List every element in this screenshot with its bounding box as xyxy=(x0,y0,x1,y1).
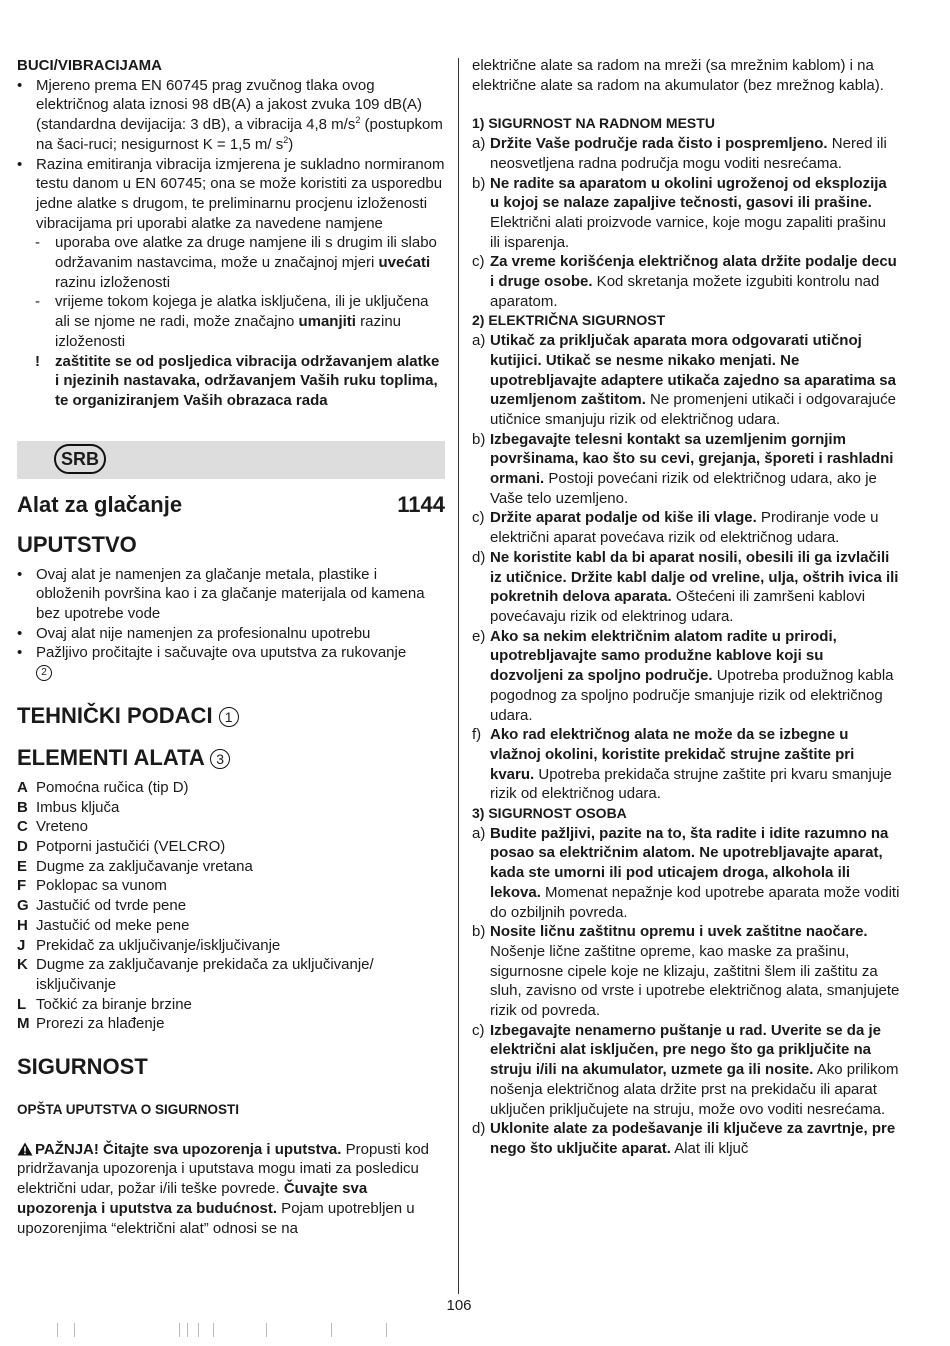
safety-item xyxy=(472,252,900,311)
safety-item-text: Momenat nepažnje kod upotrebe aparata može voditi do ozbiljnih povreda. xyxy=(490,883,900,921)
safety-item-letter: a) xyxy=(472,332,486,350)
element-item xyxy=(17,857,445,877)
element-text: Poklopac sa vunom xyxy=(36,877,167,895)
element-letter: L xyxy=(17,995,27,1013)
electrical-safety-list xyxy=(472,331,900,804)
element-item xyxy=(17,936,445,956)
safety-item-text: Alat ili ključ xyxy=(670,1139,749,1157)
uputstvo-bullet-2: • Ovaj alat nije namenjen za profesionalnu upotrebu xyxy=(17,624,445,644)
safety-item xyxy=(472,1021,900,1120)
element-text: Točkić za biranje brzine xyxy=(36,995,192,1013)
safety-item-text: Prodiranje vode u električni aparat povećava rizik od električnog udara. xyxy=(490,509,879,547)
figure-ref-2: 2 xyxy=(36,665,52,681)
safety-item-text: Kod skretanja možete izgubiti kontrolu nad aparatom. xyxy=(490,273,880,310)
element-item xyxy=(17,955,445,994)
language-bar xyxy=(17,441,445,479)
safety-item xyxy=(472,430,900,509)
safety-item-bold: Uklonite alate za podešavanje ili ključeve za zavrtnje, pre nego što uključite aparat. xyxy=(490,1120,896,1157)
noise-heading: BUCI/VIBRACIJAMA xyxy=(17,57,163,74)
element-letter: K xyxy=(17,956,28,974)
safety-item-text: Električni alati proizvode varnice, koje mogu zapaliti prašinu ili isparenja. xyxy=(490,213,887,251)
uputstvo-bullet-3: • Pažljivo pročitajte i sačuvajte ova uputstva za rukovanje 2 xyxy=(17,643,445,682)
safety-item xyxy=(472,548,900,627)
element-letter: H xyxy=(17,916,28,934)
element-text: Dugme za zaključavanje vretana xyxy=(36,857,253,875)
element-text: Imbus ključa xyxy=(36,798,120,816)
safety-item-bold: Izbegavajte telesni kontakt sa uzemljenim gornjim površinama, kao što su cevi, grejanja, šporeti i rashladni ormani. xyxy=(490,430,894,488)
element-letter: G xyxy=(17,897,29,915)
noise-bullet-1: • Mjereno prema EN 60745 prag zvučnog tlaka ovog električnog alata iznosi 98 dB(A) a jakost zvuka 109 dB(A) (standardna devijacija: 3 dB), a vibracija 4,8 $m/s^2$ (postupkom na šaci-ruci; nesigurnost K = 1,5 m/ $s^2$) xyxy=(17,76,445,155)
element-letter: M xyxy=(17,1015,30,1033)
safety-item-letter: c) xyxy=(472,253,485,271)
element-letter: B xyxy=(17,798,28,816)
element-text: Prekidač za uključivanje/isključivanje xyxy=(36,936,281,954)
intro-text: električne alate sa radom na mreži (sa mrežnim kablom) i na električne alate sa radom na akumulator (bez mrežnog kabla). xyxy=(472,57,884,94)
noise-list xyxy=(17,76,445,234)
safety-item-letter: e) xyxy=(472,627,486,645)
element-item xyxy=(17,778,445,798)
warning-triangle-icon xyxy=(17,1142,33,1156)
element-letter: A xyxy=(17,778,28,796)
safety-item-letter: b) xyxy=(472,430,486,448)
safety-item xyxy=(472,1119,900,1158)
dash-item-1: - uporaba ove alatke za druge namjene ili s drugim ili slabo održavanim nastavcima, može u značajnoj mjeri uvećati razinu izloženosti xyxy=(35,234,437,291)
element-item xyxy=(17,876,445,896)
element-item xyxy=(17,896,445,916)
safety-item-bold: Ako rad električnog alata ne može da se izbegne u vlažnoj okolini, koristite prekidač strujne zaštite pri kvaru. xyxy=(490,726,855,783)
element-text: Dugme za zaključavanje prekidača za uključivanje/ isključivanje xyxy=(36,956,374,993)
vibration-dash-list xyxy=(17,233,445,410)
safety-item xyxy=(472,331,900,430)
safety-item-letter: a) xyxy=(472,824,486,842)
language-badge: SRB xyxy=(54,444,106,474)
element-text: Jastučić od tvrde pene xyxy=(36,897,187,915)
footer-mark xyxy=(198,1323,199,1337)
safety-item-bold: Izbegavajte nenamerno puštanje u rad. Uverite se da je električni alat isključen, pre nego što ga priključite na struju i/ili na akumulator, uzmete ga ili nosite. xyxy=(490,1021,881,1079)
work-area-heading: 1) SIGURNOST NA RADNOM MESTU xyxy=(472,115,715,132)
general-safety-heading: OPŠTA UPUTSTVA O SIGURNOSTI xyxy=(17,1102,240,1118)
column-divider xyxy=(458,58,459,1294)
safety-item-letter: a) xyxy=(472,135,486,153)
safety-item-bold: Držite Vaše područje rada čisto i pospremljeno. xyxy=(490,135,828,153)
safety-item xyxy=(472,134,900,173)
noise-bullet-2: • Razina emitiranja vibracija izmjerena je sukladno normiranom testu danom u EN 60745; ona se može koristiti za usporedbu jedne alatke s drugom, te preliminarnu procjenu izloženosti vibracijama pri uporabi alatke za navedene namjene xyxy=(17,155,445,234)
element-item xyxy=(17,995,445,1015)
safety-item-text: Upotreba prekidača strujne zaštite pri kvaru smanjuje rizik od električnog udara. xyxy=(490,765,892,803)
safety-item-letter: d) xyxy=(472,1120,486,1138)
safety-item-letter: c) xyxy=(472,1021,485,1039)
page-number: 106 xyxy=(446,1297,472,1314)
safety-item xyxy=(472,922,900,1021)
warning-paragraph: PAŽNJA! Čitajte sva upozorenja i uputstva. Propusti kod pridržavanja upozorenja i uputstava mogu imati za posledicu električni udar, požar i/ili teške povrede. Čuvajte sva upozorenja i uputstva za budućnost. Pojam upotrebljen u upozorenjima “električni alat” odnosi se na xyxy=(17,1140,429,1237)
footer-mark xyxy=(213,1323,214,1337)
safety-item-bold: Ne radite sa aparatom u okolini ugroženoj od eksplozija u kojoj se nalaze zapaljive tečnosti, gasovi ili prašine. xyxy=(490,174,887,212)
safety-item-letter: b) xyxy=(472,174,486,192)
uputstvo-list xyxy=(17,565,445,683)
footer-mark xyxy=(386,1323,387,1337)
safety-item-bold: Budite pažljivi, pazite na to, šta radite i idite razumno na posao sa električnim alatom. Ne upotrebljavajte aparat, kada ste umorni ili pod uticajem droga, alkohola ili lekova. xyxy=(490,824,889,901)
element-letter: C xyxy=(17,818,28,836)
element-item xyxy=(17,1014,445,1034)
electrical-safety-heading: 2) ELEKTRIČNA SIGURNOST xyxy=(472,312,666,329)
product-title-row xyxy=(17,492,445,518)
footer-mark xyxy=(57,1323,58,1337)
elements-list xyxy=(17,778,445,1034)
footer-mark xyxy=(187,1323,188,1337)
safety-item-text: Nošenje lične zaštitne opreme, kao maske za prašinu, sigurnosne cipele koje ne klizaju, zaštitni šlem ili zaštitu za sluh, zavisno od vrste i upotrebe električnog alata, smanjujete rizik od povreda. xyxy=(490,942,900,1020)
footer-mark xyxy=(179,1323,180,1337)
safety-item-bold: Za vreme korišćenja električnog alata držite podalje decu i druge osobe. xyxy=(490,253,897,291)
safety-item xyxy=(472,824,900,923)
safety-item-text: Oštećeni ili zamršeni kablovi povećavaju rizik od elektrinog udara. xyxy=(490,588,866,625)
safety-item-text: Nered ili neosvetljena radna područja mogu voditi nesrećama. xyxy=(490,135,887,172)
personal-safety-list xyxy=(472,824,900,1159)
left-column xyxy=(17,56,445,1238)
product-title: Alat za glačanje xyxy=(17,491,183,517)
element-letter: D xyxy=(17,837,28,855)
element-letter: J xyxy=(17,936,26,954)
footer-mark xyxy=(266,1323,267,1337)
element-text: Pomoćna ručica (tip D) xyxy=(36,778,189,796)
tech-data-heading: TEHNIČKI PODACI 1 xyxy=(17,703,445,729)
exclamation-item: ! zaštitite se od posljedica vibracija održavanjem alatke i njezinih nastavaka, održavanjem Vaših ruku toplima, te organiziranjem Vaših obrazaca rada xyxy=(35,352,440,409)
element-letter: F xyxy=(17,877,27,895)
element-item xyxy=(17,837,445,857)
safety-item xyxy=(472,174,900,253)
element-text: Vreteno xyxy=(36,818,88,836)
safety-item xyxy=(472,725,900,804)
figure-ref-3: 3 xyxy=(210,749,230,769)
safety-item-text: Postoji povećani rizik od električnog udara, ako je Vaše telo uzemljeno. xyxy=(490,470,877,507)
safety-item-text: Ne promenjeni utikači i odgovarajuće utičnice smanjuju rizik od električnog udara. xyxy=(490,391,896,428)
footer-mark xyxy=(331,1323,332,1337)
element-letter: E xyxy=(17,857,28,875)
safety-item-letter: f) xyxy=(472,726,482,744)
safety-item-bold: Nosite ličnu zaštitnu opremu i uvek zaštitne naočare. xyxy=(490,923,868,941)
element-item xyxy=(17,916,445,936)
uputstvo-bullet-1: • Ovaj alat je namenjen za glačanje metala, plastike i obloženih površina kao i za glačanje materijala od kamena bez upotrebe vode xyxy=(17,565,445,624)
element-item xyxy=(17,817,445,837)
element-text: Prorezi za hlađenje xyxy=(36,1015,165,1033)
dash-item-2: - vrijeme tokom kojega je alatka isključena, ili je uključena ali se njome ne radi, može značajno umanjiti razinu izloženosti xyxy=(35,293,429,350)
safety-item-text: Upotreba produžnog kabla pogodnog za spoljno područje smanjuje rizik od električnog udara. xyxy=(490,667,894,724)
safety-item-text: Ako prilikom nošenja električnog alata držite prst na prekidaču ili aparat uključen priključujete na struju, može ovo voditi nesrećama. xyxy=(490,1061,899,1118)
element-text: Potporni jastučići (VELCRO) xyxy=(36,837,226,855)
work-area-list xyxy=(472,134,900,311)
personal-safety-heading: 3) SIGURNOST OSOBA xyxy=(472,805,627,822)
element-item xyxy=(17,798,445,818)
safety-item-bold: Ne koristite kabl da bi aparat nosili, obesili ili ga izvlačili iz utičnice. Držite kabl dalje od vreline, ulja, oštrih ivica ili pokretnih delova aparata. xyxy=(490,548,899,606)
elements-heading: ELEMENTI ALATA 3 xyxy=(17,745,445,771)
safety-heading: SIGURNOST xyxy=(17,1054,148,1080)
right-column xyxy=(472,56,900,1159)
figure-ref-1: 1 xyxy=(219,707,239,727)
safety-item-bold: Utikač za priključak aparata mora odgovarati utičnoj kutijici. Utikač se nesme nikako menjati. Ne upotrebljavajte adaptere utikača zajedno sa aparatima sa uzemljenom zaštitom. xyxy=(490,332,896,409)
safety-item-bold: Ako sa nekim električnim alatom radite u prirodi, upotrebljavajte samo produžne kablove koji su dozvoljeni za spoljno područje. xyxy=(490,627,837,685)
safety-item-letter: d) xyxy=(472,548,486,566)
safety-item xyxy=(472,627,900,726)
footer-mark xyxy=(74,1323,75,1337)
safety-item-bold: Držite aparat podalje od kiše ili vlage. xyxy=(490,509,757,527)
safety-item-letter: c) xyxy=(472,509,485,527)
safety-item-letter: b) xyxy=(472,923,486,941)
element-text: Jastučić od meke pene xyxy=(36,916,190,934)
safety-item xyxy=(472,508,900,547)
product-model: 1144 xyxy=(397,491,445,517)
uputstvo-heading: UPUTSTVO xyxy=(17,531,137,557)
